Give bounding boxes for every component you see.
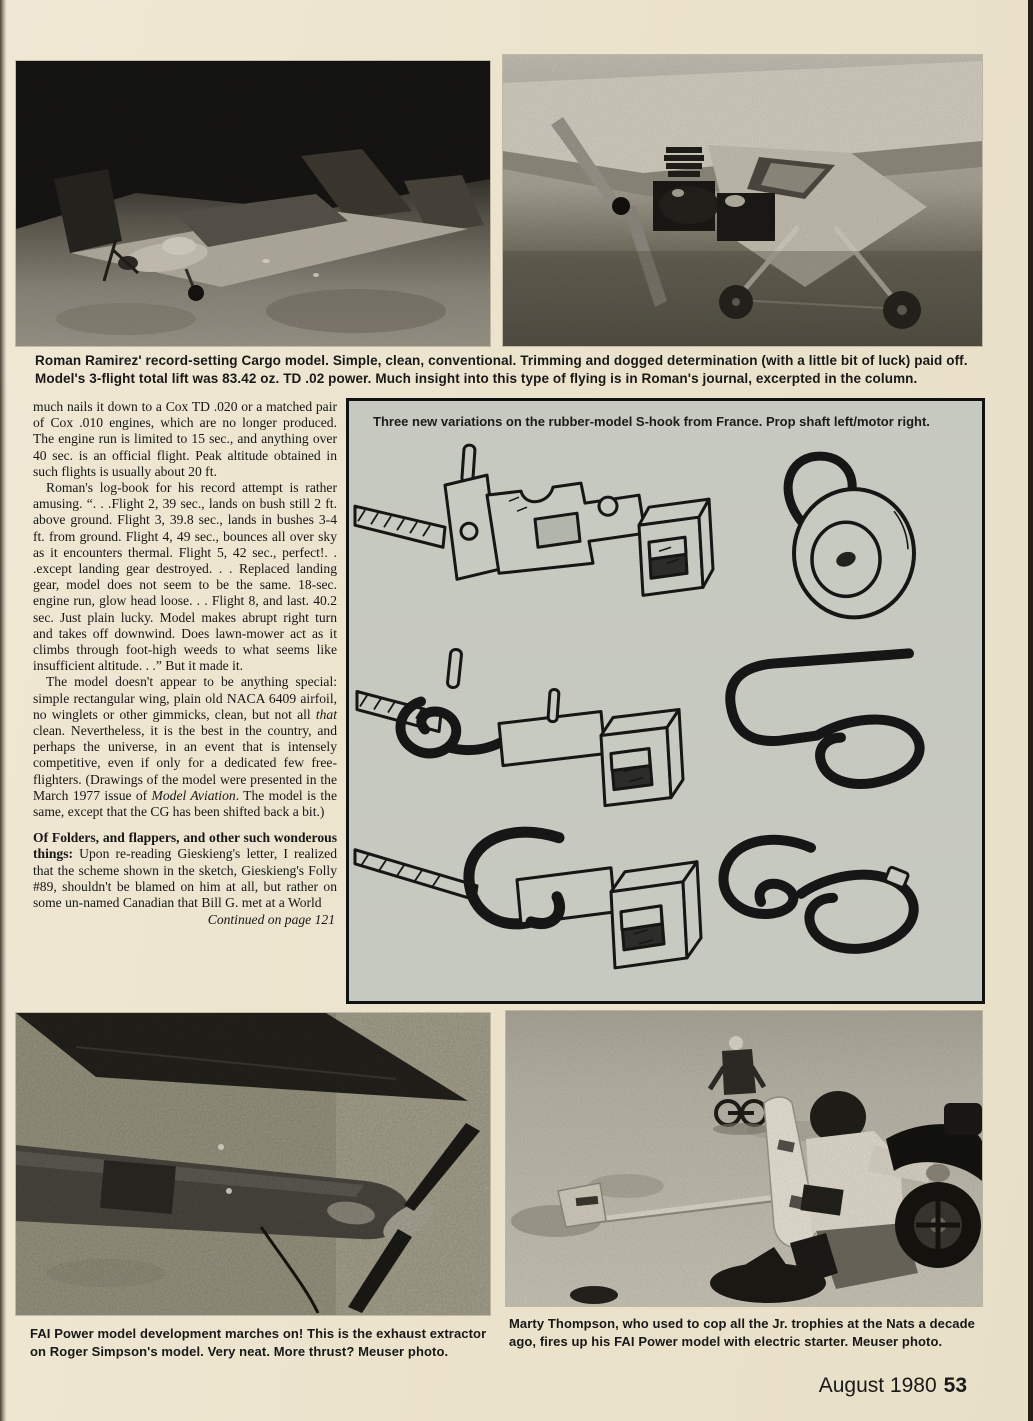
issue-date: August 1980 [818, 1374, 937, 1397]
marty-thompson-photo-art [506, 1011, 982, 1306]
paragraph-text: . The model is the same, except that the CG has been shifted back a bit.) [33, 787, 337, 820]
scan-edge-right [1028, 0, 1033, 1421]
article-paragraph-3 [33, 674, 337, 820]
bottom-left-photo-caption: FAI Power model development marches on! This is the exhaust extractor on Roger Simpson's model. Very neat. More thrust? Meuser photo. [30, 1326, 487, 1359]
photo-highwing-model [503, 55, 982, 346]
article-paragraph-4 [33, 830, 337, 911]
italic-word: that [315, 706, 337, 722]
exhaust-extractor-photo-art [16, 1013, 490, 1315]
page-number: 53 [943, 1374, 967, 1397]
cargo-model-photo-art [16, 61, 490, 346]
photo-exhaust-extractor [16, 1013, 490, 1315]
paragraph-text: Upon re-reading Gieskieng's letter, I realized that the scheme shown in the sketch, Gieskieng's Folly #89, shouldn't be blamed on him at all, but rather on some un-named Canadian that Bill G. met at a World [33, 846, 337, 911]
article-paragraph-1: much nails it down to a Cox TD .020 or a matched pair of Cox .010 engines, which are no longer produced. The engine run is limited to 15 sec., and anything over 40 sec. is an official flight. Peak altitude obtained in such flights is usually about 20 ft. [33, 399, 337, 479]
illustration-caption: Three new variations on the rubber-model S-hook from France. Prop shaft left/motor right. [373, 414, 930, 429]
top-photo-caption: Roman Ramirez' record-setting Cargo model. Simple, clean, conventional. Trimming and dogged determination (with a little bit of luck) paid off. Model's 3-flight total lift was 83.42 oz. TD .02 power. Much insight into this type of flying is in Roman's journal, excerpted in the column. [35, 353, 968, 386]
italic-title: Model Aviation [151, 787, 236, 803]
page-footer [819, 1374, 967, 1398]
highwing-model-photo-art [503, 55, 982, 346]
article-paragraph-2: Roman's log-book for his record attempt is rather amusing. “. . .Flight 2, 39 sec., lands on bush still 2 ft. above ground. Flight 3, 39.8 sec., lands in bushes 3-4 ft. from ground. Flight 4, 49 sec., bounces all over sky as it encounters thermal. Flight 5, 42 sec., perfect!. . .except landing gear destroyed. . . Replaced landing gear, model does not seem to be the same. 18-sec. engine run, glow head loose. . . Flight 8, and last. 40.2 sec. Just plain lucky. Model makes abrupt right turn and takes off downwind. Does lawn-mower act as it climbs through foot-high weeds to what seems like insufficient altitude. . .” But it made it. [33, 480, 337, 674]
shook-line-drawing [349, 401, 982, 1001]
bottom-right-photo-caption: Marty Thompson, who used to cop all the Jr. trophies at the Nats a decade ago, fires up his FAI Power model with electric starter. Meuser photo. [509, 1316, 975, 1349]
photo-cargo-model [16, 61, 490, 346]
photo-marty-thompson [506, 1011, 982, 1306]
continued-line: Continued on page 121 [207, 912, 335, 928]
scan-edge-left [0, 0, 7, 1421]
paragraph-text: The model doesn't appear to be anything special: simple rectangular wing, plain old NACA 6409 airfoil, no winglets or other gimmicks, clean, but not all [33, 674, 337, 722]
paragraph-text: clean. Nevertheless, it is the best in the country, and perhaps the universe, in an event that is intensely competitive, even if only for a dedicated few free-flighters. (Drawings of the model were presented in the March 1977 issue of [33, 723, 337, 803]
shook-illustration-box [346, 398, 985, 1004]
article-column [33, 399, 337, 928]
paragraph-lead-in: Of Folders, and flappers, and other such wonderous things: [33, 830, 337, 862]
